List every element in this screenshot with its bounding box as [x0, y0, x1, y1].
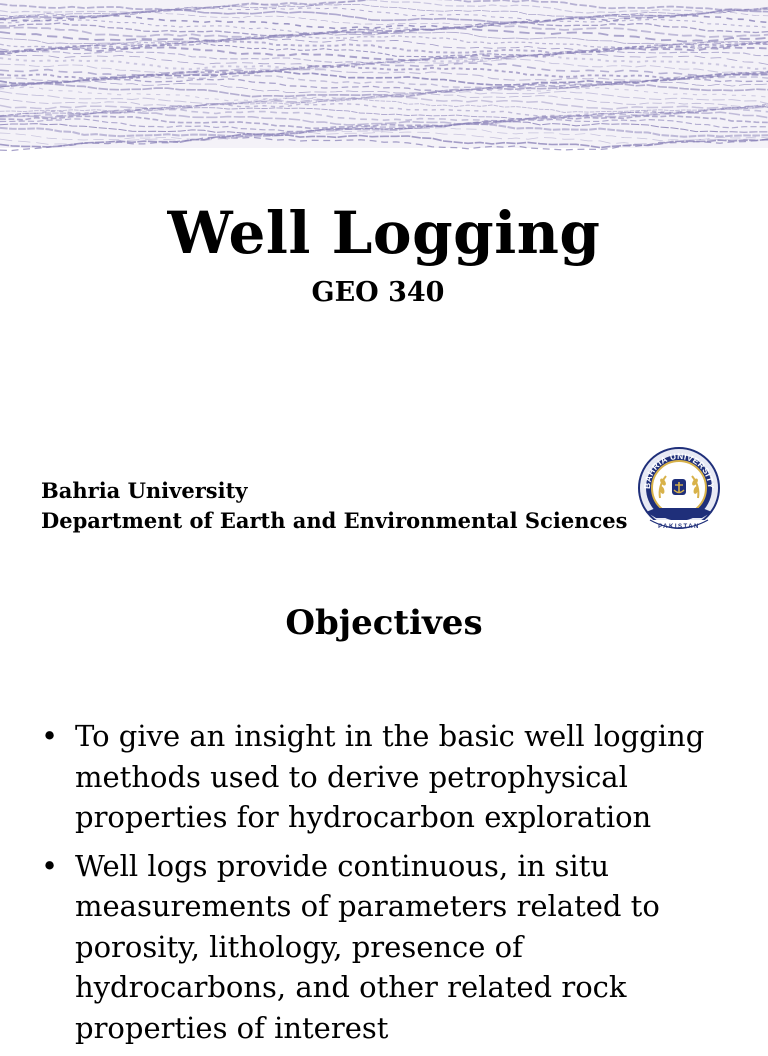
- bullet-glyph: •: [41, 719, 59, 753]
- seismic-trace: [0, 25, 768, 38]
- seismic-trace: [0, 53, 768, 66]
- seismic-trace: [0, 122, 768, 135]
- objectives-heading: Objectives: [285, 603, 483, 643]
- university-seal-icon: [636, 446, 722, 536]
- seismic-trace: [0, 0, 768, 13]
- bullet-text: Well logs provide continuous, in situ measurements of parameters related to porosity, lithology, presence of hydrocarbons, and other related rock properties of interest: [75, 848, 660, 1045]
- department-name: Department of Earth and Environmental Sciences: [41, 508, 628, 533]
- seismic-trace: [0, 16, 768, 29]
- list-item: [41, 846, 721, 1049]
- seismic-banner-image: [0, 0, 768, 148]
- seismic-trace: [0, 36, 768, 49]
- bullet-text: To give an insight in the basic well logging methods used to derive petrophysical properties for hydrocarbon exploration: [75, 719, 705, 834]
- course-code: GEO 340: [311, 277, 445, 308]
- slide-title: Well Logging: [167, 199, 601, 267]
- university-name: Bahria University: [41, 478, 248, 503]
- seal-text-top: BAHRIA UNIVERSITY: [641, 450, 717, 490]
- seismic-trace: [0, 47, 768, 60]
- institution-block: [41, 476, 627, 536]
- seal-text-bottom: PAKISTAN: [658, 524, 700, 530]
- bullet-glyph: •: [41, 848, 59, 883]
- seismic-trace: [0, 81, 768, 93]
- seismic-trace: [0, 91, 768, 104]
- seismic-trace: [0, 63, 768, 76]
- list-item: [41, 716, 721, 838]
- objectives-list: [41, 716, 721, 1056]
- seismic-trace: [0, 116, 768, 129]
- seismic-texture-graphic: [0, 0, 768, 148]
